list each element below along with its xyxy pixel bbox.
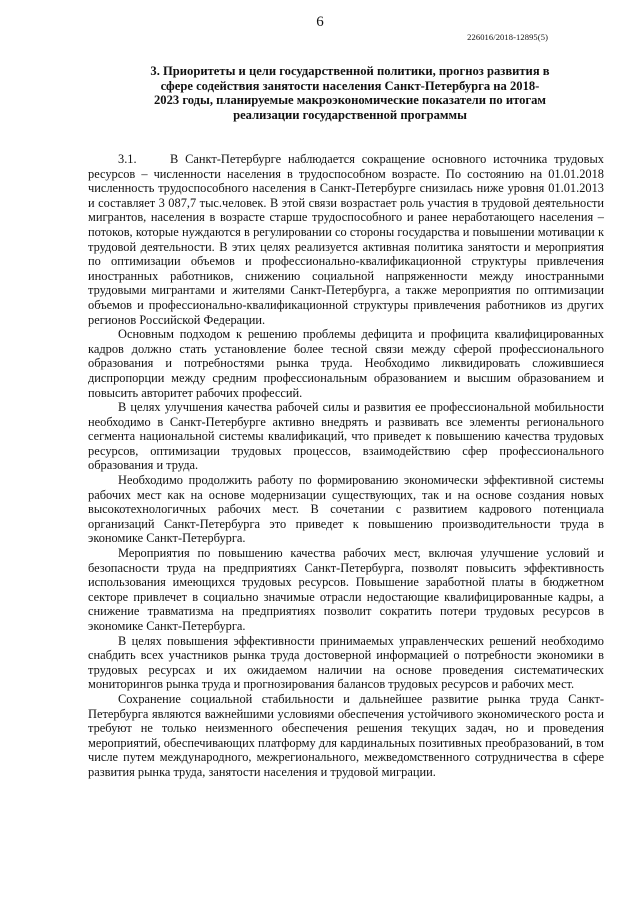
paragraph: В целях повышения эффективности принимаемых управленческих решений необходимо снабдить всех участников рынка труда достоверной информацией о потребности экономики в трудовых ресурсах и их ожидаемом наличии на основе проведения систематических мониторингов рынка труда и прогнозирования балансов трудовых ресурсов и рабочих мест. (88, 633, 604, 692)
document-body (88, 152, 604, 780)
paragraph-text: В Санкт-Петербурге наблюдается сокращение основного источника трудовых ресурсов – численности населения в трудоспособном возрасте. По состоянию на 01.01.2018 численность трудоспособного населения в Санкт-Петербурге снизилась ниже уровня 01.01.2013 и составляет 3 087,7 тыс.человек. В этой связи возрастает роль участия в трудовой деятельности мигрантов, населения в возрасте старше трудоспособного и ранее неработающего населения – потоков, которые нуждаются в регулировании со стороны государства и повышении мотивации к трудовой деятельности. В этих целях реализуется активная политика занятости и мероприятия по оптимизации объемов и профессионально-квалификационной структуры привлечения иностранных работников, снижению социальной напряженности между иностранными трудовыми мигрантами и жителями Санкт-Петербурга, а также мероприятия по оптимизации объемов и профессионально-квалификационной структуры привлечения работников из других регионов Российской Федерации. (88, 152, 604, 327)
paragraph-number: 3.1. (118, 152, 137, 166)
paragraph: Мероприятия по повышению качества рабочих мест, включая улучшение условий и безопасности труда на предприятиях Санкт-Петербурга, позволят повысить эффективность использования имеющихся трудовых ресурсов. Повышение заработной платы в бюджетном секторе привлечет в социально значимые отрасли недостающие квалифицированные кадры, а снижение травматизма на предприятиях позволит сократить потери трудовых ресурсов в экономике Санкт-Петербурга. (88, 546, 604, 633)
paragraph: Необходимо продолжить работу по формированию экономически эффективной системы рабочих мест как на основе модернизации существующих, так и на основе создания новых высокотехнологичных рабочих мест. В сочетании с развитием кадрового потенциала организаций Санкт-Петербурга это приведет к повышению производительности труда в экономике Санкт-Петербурга. (88, 473, 604, 546)
paragraph: Основным подходом к решению проблемы дефицита и профицита квалифицированных кадров должно стать установление более тесной связи между сферой профессионального образования и потребностями рынка труда. Необходимо ликвидировать сложившиеся диспропорции между средним профессиональным образованием и высшим образованием и повысить авторитет рабочих профессий. (88, 327, 604, 400)
page-number: 6 (316, 14, 324, 30)
document-id: 226016/2018-12895(5) (467, 32, 548, 42)
paragraph: В целях улучшения качества рабочей силы и развития ее профессиональной мобильности необходимо в Санкт-Петербурге активно внедрять и развивать все элементы регионального сегмента национальной системы квалификаций, что приведет к повышению качества трудовых ресурсов, оптимизации трудовых процессов, взаимодействию сфер профессионального образования и труда. (88, 400, 604, 473)
paragraph-3-1 (88, 152, 604, 327)
section-title: 3. Приоритеты и цели государственной политики, прогноз развития в сфере содействия занятости населения Санкт-Петербурга на 2018-2023 годы, планируемые макроэкономические показатели по итогам реализации государственной программы (150, 64, 550, 122)
paragraph: Сохранение социальной стабильности и дальнейшее развитие рынка труда Санкт-Петербурга являются важнейшими условиями обеспечения устойчивого экономического роста и требуют не только неизменного обеспечения решения текущих задач, но и проведения мероприятий, обеспечивающих платформу для кардинальных позитивных преобразований, в том числе путем международного, межрегионального, межведомственного сотрудничества в сфере развития рынка труда, занятости населения и трудовой миграции. (88, 691, 604, 779)
